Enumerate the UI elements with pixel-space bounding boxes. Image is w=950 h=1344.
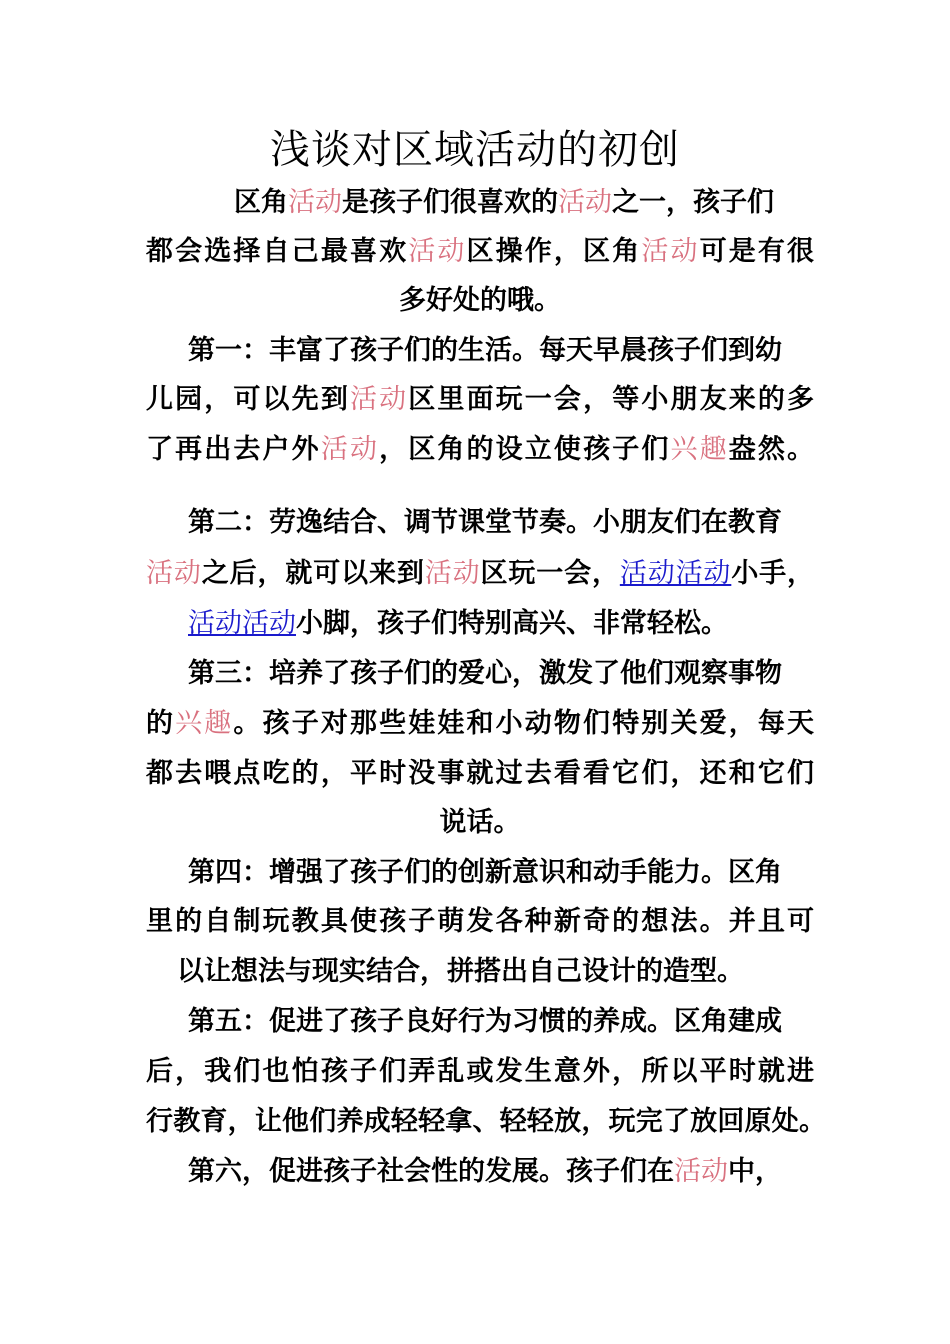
text-line [146, 234, 816, 270]
text-segment: 小脚，孩子们特别高兴、非常轻松。 [296, 608, 728, 639]
text-segment: 儿园，可以先到 [146, 384, 350, 415]
text-line [188, 505, 782, 541]
text-line [234, 185, 774, 221]
highlighted-keyword: 兴趣 [175, 708, 234, 739]
text-line [177, 954, 744, 990]
text-segment: 第二：劳逸结合、调节课堂节奏。小朋友们在教育 [188, 507, 782, 538]
text-segment: 可是有很 [699, 236, 817, 267]
text-segment: 行教育，让他们养成轻轻拿、轻轻放，玩完了放回原处。 [146, 1106, 827, 1137]
text-line [146, 805, 814, 841]
text-segment: 区玩一会， [480, 558, 620, 589]
highlighted-keyword: 活动 [349, 384, 409, 415]
highlighted-keyword: 活动 [288, 187, 342, 218]
text-segment: 的 [146, 708, 176, 739]
highlighted-keyword: 活动 [674, 1156, 728, 1187]
text-line [146, 706, 816, 742]
text-segment: 是孩子们很喜欢的 [342, 187, 558, 218]
text-line [146, 756, 816, 792]
hyperlink[interactable]: 活动活动 [619, 558, 732, 589]
text-line [188, 855, 782, 891]
text-segment: 之后，就可以来到 [201, 558, 425, 589]
text-line [188, 1004, 782, 1040]
text-segment: 说话。 [439, 807, 521, 838]
text-segment: 第五：促进了孩子良好行为习惯的养成。区角建成 [188, 1006, 782, 1037]
text-line [188, 656, 782, 692]
highlighted-keyword: 活动 [146, 558, 202, 589]
document-title: 浅谈对区域活动的初创 [270, 127, 680, 173]
text-segment: 区操作，区角 [466, 236, 642, 267]
text-segment: 中， [728, 1156, 782, 1187]
highlighted-keyword: 活动 [320, 434, 380, 465]
text-segment: 。孩子对那些娃娃和小动物们特别关爱，每天 [233, 708, 817, 739]
text-segment: 都去喂点吃的，平时没事就过去看看它们，还和它们 [146, 758, 817, 789]
highlighted-keyword: 兴趣 [670, 434, 729, 465]
text-line [188, 606, 728, 642]
text-segment: 小手， [731, 558, 815, 589]
text-segment: ，区角的设立使孩子们 [379, 434, 671, 465]
highlighted-keyword: 活动 [408, 236, 467, 267]
highlighted-keyword: 活动 [424, 558, 481, 589]
text-line [188, 333, 782, 369]
text-line [146, 382, 816, 418]
text-segment: 第三：培养了孩子们的爱心，激发了他们观察事物 [188, 658, 782, 689]
text-segment: 以让想法与现实结合，拼搭出自己设计的造型。 [177, 956, 744, 987]
text-segment: 第四：增强了孩子们的创新意识和动手能力。区角 [188, 857, 782, 888]
text-line [146, 904, 816, 940]
text-segment: 区里面玩一会，等小朋友来的多 [408, 384, 817, 415]
text-segment: 后，我们也怕孩子们弄乱或发生意外，所以平时就进 [146, 1056, 817, 1087]
text-line [188, 1154, 782, 1190]
text-line [146, 1104, 826, 1140]
text-segment: 之一，孩子们 [612, 187, 774, 218]
text-segment: 第一：丰富了孩子们的生活。每天早晨孩子们到幼 [188, 335, 782, 366]
text-segment: 里的自制玩教具使孩子萌发各种新奇的想法。并且可 [146, 906, 817, 937]
text-line [146, 556, 815, 592]
text-segment: 第六，促进孩子社会性的发展。孩子们在 [188, 1156, 674, 1187]
text-segment: 了再出去户外 [146, 434, 321, 465]
text-line [146, 283, 814, 319]
text-segment: 都会选择自己最喜欢 [146, 236, 409, 267]
text-segment: 多好处的哦。 [399, 285, 561, 316]
highlighted-keyword: 活动 [558, 187, 612, 218]
hyperlink[interactable]: 活动活动 [188, 608, 296, 639]
text-segment: 盎然。 [728, 434, 817, 465]
text-segment: 区角 [234, 187, 288, 218]
text-line [146, 1054, 816, 1090]
highlighted-keyword: 活动 [641, 236, 700, 267]
text-line [146, 432, 816, 468]
